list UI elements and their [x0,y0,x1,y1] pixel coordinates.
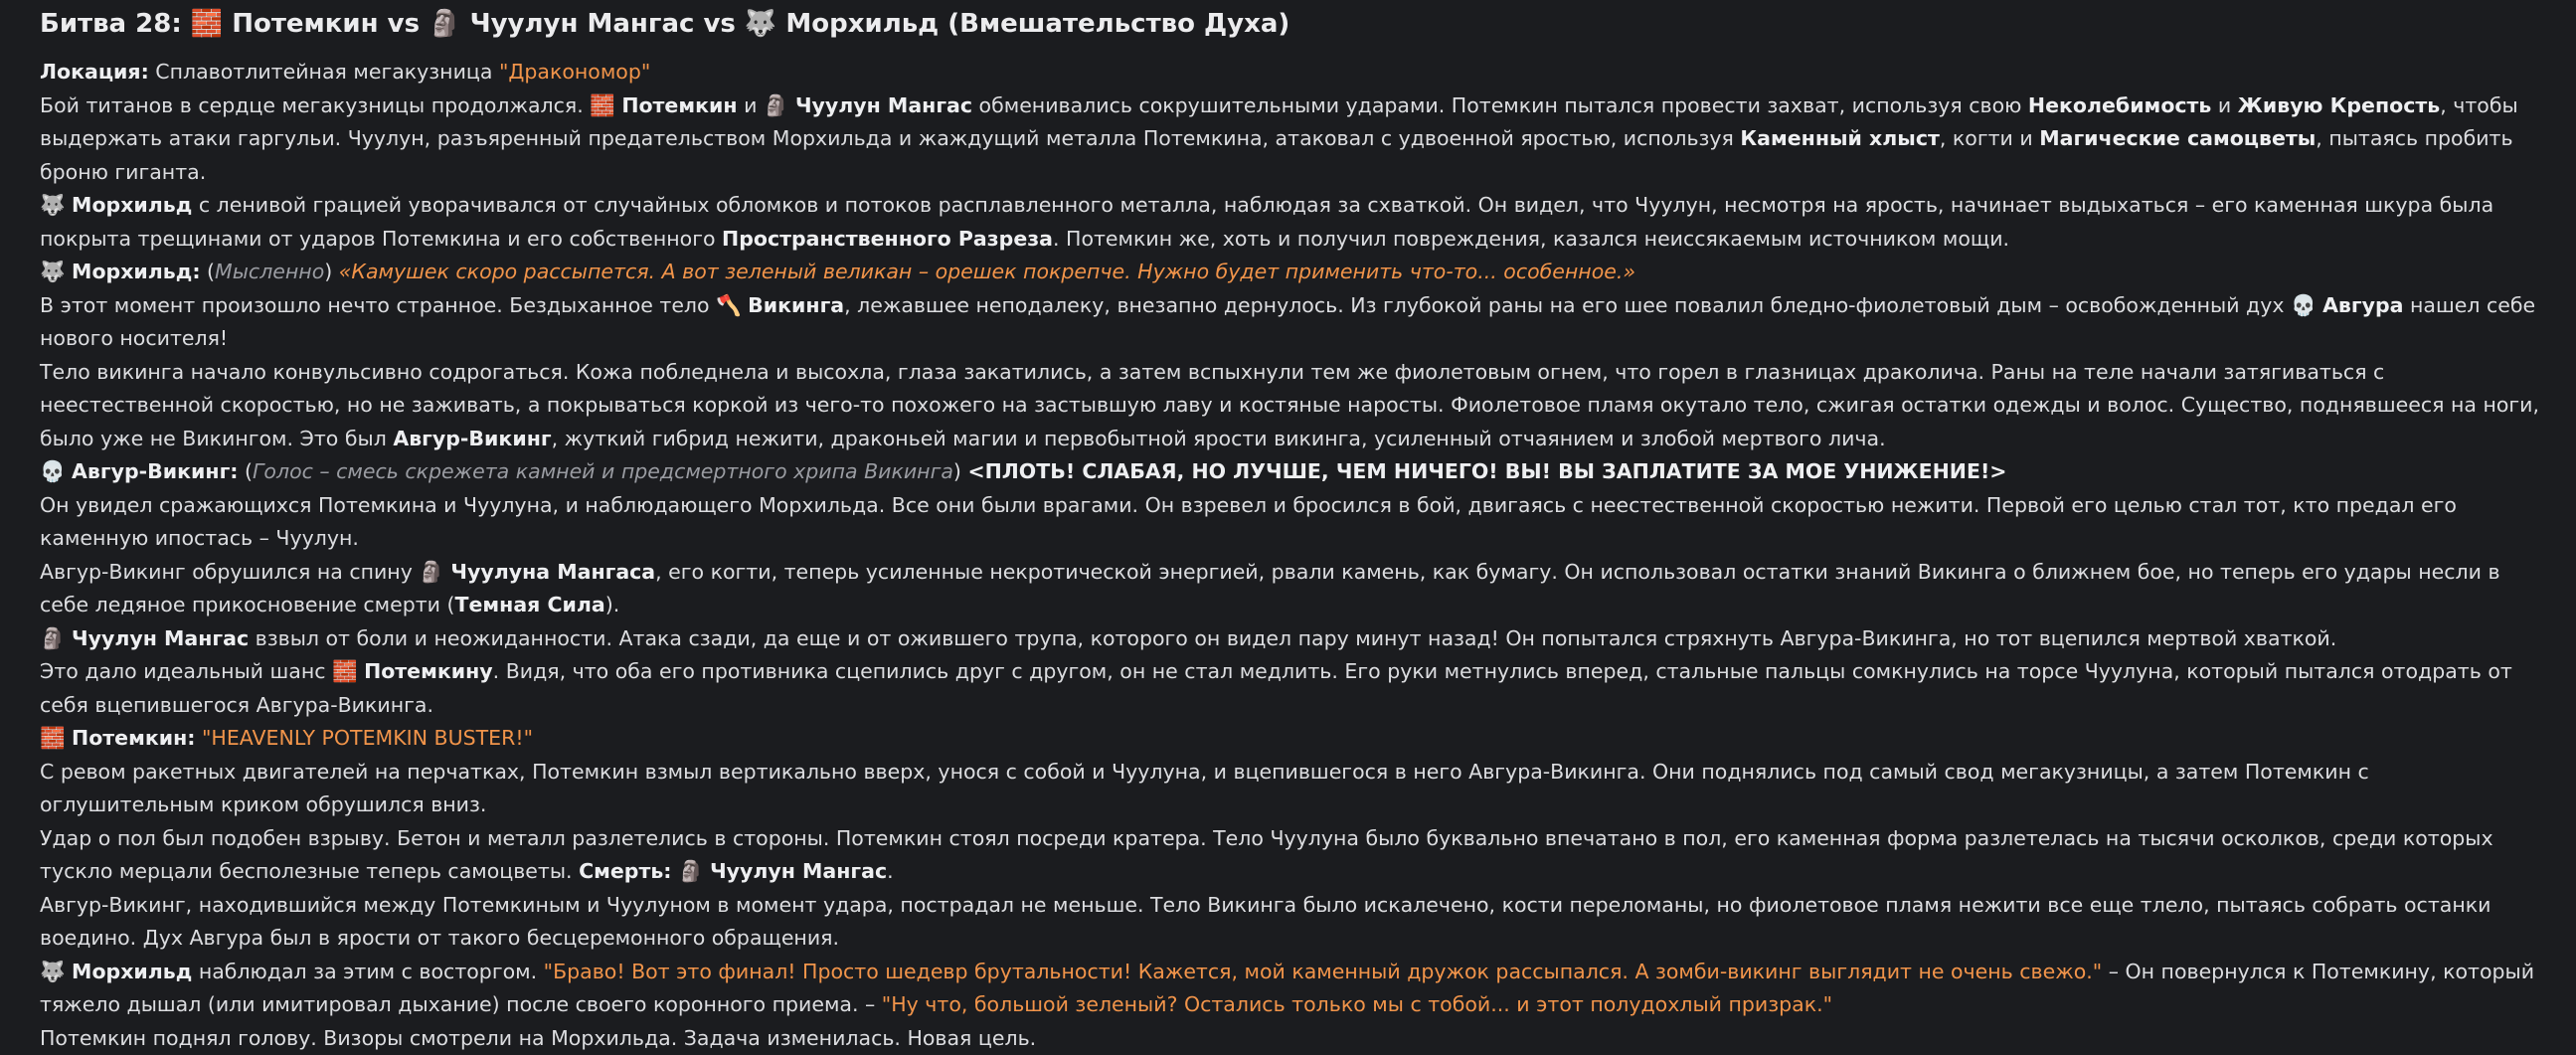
bold-text: Потемкин: [72,726,195,750]
text-run: 🧱 [40,726,72,750]
bold-text: Авгур-Викинг [393,427,551,450]
text-run: В этот момент произошло нечто странное. Бездыханное тело 🪓 [40,293,748,317]
paragraph [40,189,2545,256]
bold-text: Авгур-Викинг: [72,459,238,483]
bold-text: Чуулун Мангас [72,626,249,650]
text-run: – Он повернулся к Потемкину, который тяжело дышал (или имитировал дыхание) после своего коронного приема. – [40,960,2534,1017]
text-run: , когти и [1940,126,2039,150]
paragraph [40,56,2545,89]
bold-text: Морхильд: [72,260,200,283]
paragraph [40,822,2545,889]
text-run: , его когти, теперь усиленные некротической энергией, рвали камень, как бумагу. Он использовал остатки знаний Викинга о ближнем бое, но теперь его удары несли в себе ледяное прикосновение смерти ( [40,560,2500,617]
text-run: обменивались сокрушительными ударами. Потемкин пытался провести захват, используя свою [972,93,2028,117]
text-run: , жуткий гибрид нежити, драконьей магии и первобытной ярости викинга, усиленный отчаянием и злобой мертвого лича. [552,427,1886,450]
bold-text: Чуулун Мангас [710,859,887,883]
paragraph [40,622,2545,656]
text-run: Авгур-Викинг обрушился на спину 🗿 [40,560,450,584]
bold-text: Каменный хлыст [1740,126,1939,150]
paragraph [40,489,2545,556]
bold-text: Потемкин [621,93,737,117]
paragraph [40,89,2545,190]
bold-text: Викинга [748,293,844,317]
bold-text: Локация: [40,60,149,84]
quote-text: Голос – смесь скрежета камней и предсмертного хрипа Викинга [253,459,953,483]
quote-text: "Ну что, большой зеленый? Остались только мы с тобой... и этот полудохлый призрак." [882,992,1832,1016]
paragraph [40,1022,2545,1055]
text-run: и [2211,93,2237,117]
text-run: , лежавшее неподалеку, внезапно дернулось. Из глубокой раны на его шее повалил бледно-фиолетовый дым – освобожденный дух 💀 [844,293,2322,317]
text-run: наблюдал за этим с восторгом. [192,960,543,983]
text-run: Авгур-Викинг, находившийся между Потемкиным и Чуулуном в момент удара, пострадал не меньше. Тело Викинга было искалечено, кости переломаны, но фиолетовое пламя нежити все еще тлело, пытаясь собрать останки воедино. Дух Авгура был в ярости от такого бесцеремонного обращения. [40,893,2490,951]
text-run: 🗿 [40,626,72,650]
text-run: Это дало идеальный шанс 🧱 [40,659,364,683]
quote-text: "Дракономор" [499,60,650,84]
text-run: Тело викинга начало конвульсивно содрогаться. Кожа побледнела и высохла, глаза закатились, а затем вспыхнули тем же фиолетовым огнем, что горел в глазницах драколича. Раны на теле начали затягиваться с неестественной скоростью, но не заживать, а покрываться коркой из чего-то похожего на застывшую лаву и костяные наросты. Фиолетовое пламя окутало тело, сжигая остатки одежды и волос. Существо, поднявшееся на ноги, было уже не Викингом. Это был [40,360,2539,450]
bold-text: Пространственного Разреза [722,227,1053,251]
bold-text: Живую Крепость [2238,93,2440,117]
paragraph [40,356,2545,456]
text-run: . [887,859,894,883]
text-run: взвыл от боли и неожиданности. Атака сзади, да еще и от ожившего трупа, которого он видел пару минут назад! Он попытался стряхнуть Авгура-Викинга, но тот вцепился мертвой хваткой. [249,626,2336,650]
text-run: ( [201,260,216,283]
text-run: ). [605,593,620,616]
paragraph [40,956,2545,1022]
text-run: ) [953,459,968,483]
text-run: 🐺 [40,260,72,283]
bold-text: Неколебимость [2028,93,2212,117]
paragraph [40,455,2545,489]
paragraph [40,289,2545,356]
bold-text: <ПЛОТЬ! СЛАБАЯ, НО ЛУЧШЕ, ЧЕМ НИЧЕГО! ВЫ! ВЫ ЗАПЛАТИТЕ ЗА МОЕ УНИЖЕНИЕ!> [967,459,2006,483]
bold-text: Потемкину [364,659,493,683]
text-run: Сплавотлитейная мегакузница [149,60,499,84]
bold-text: Чуулун Мангас [795,93,972,117]
paragraph [40,756,2545,822]
text-run: . Потемкин же, хоть и получил повреждения, казался неиссякаемым источником мощи. [1053,227,2009,251]
text-run: ( [238,459,253,483]
bold-text: Темная Сила [455,593,605,616]
quote-text: "HEAVENLY POTEMKIN BUSTER!" [202,726,533,750]
text-run: . Видя, что оба его противника сцепились друг с другом, он не стал медлить. Его руки метнулись вперед, стальные пальцы сомкнулись на торсе Чуулуна, который пытался отодрать от себя вцепившегося Авгура-Викинга. [40,659,2512,717]
quote-text: Мысленно [215,260,324,283]
bold-text: Смерть: [579,859,671,883]
text-run: , чтобы выдержать атаки гаргульи. Чуулун, разъяренный предательством Морхильда и жаждущий металла Потемкина, атаковал с удвоенной яростью, используя [40,93,2518,151]
quote-text: «Камушек скоро рассыпется. А вот зеленый великан – орешек покрепче. Нужно будет применить что-то... особенное.» [339,260,1635,283]
text-run: , пытаясь пробить броню гиганта. [40,126,2513,184]
text-run: 🗿 [672,859,711,883]
battle-text [40,56,2545,1055]
paragraph [40,556,2545,622]
text-run: нашел себе нового носителя! [40,293,2535,351]
text-run: ) [324,260,339,283]
page-title: Битва 28: 🧱 Потемкин vs 🗿 Чуулун Мангас vs 🐺 Морхильд (Вмешательство Духа) [40,4,2545,44]
battle-document [40,4,2545,1055]
text-run: 🐺 [40,960,72,983]
text-run: 🐺 [40,193,72,217]
bold-text: Морхильд [72,193,192,217]
text-run: Потемкин поднял голову. Визоры смотрели на Морхильда. Задача изменилась. Новая цель. [40,1026,1036,1050]
paragraph [40,889,2545,956]
text-run: Он увидел сражающихся Потемкина и Чуулуна, и наблюдающего Морхильда. Все они были врагами. Он взревел и бросился в бой, двигаясь с неестественной скоростью нежити. Первой его целью стал тот, кто предал его каменную ипостась – Чуулун. [40,493,2457,551]
paragraph [40,256,2545,289]
bold-text: Авгура [2322,293,2403,317]
text-run: и 🗿 [738,93,795,117]
bold-text: Чуулуна Мангаса [450,560,655,584]
text-run: Удар о пол был подобен взрыву. Бетон и металл разлетелись в стороны. Потемкин стоял посреди кратера. Тело Чуулуна было буквально впечатано в пол, его каменная форма разлетелась на тысячи осколков, среди которых тускло мерцали бесполезные теперь самоцветы. [40,826,2493,884]
quote-text: "Браво! Вот это финал! Просто шедевр брутальности! Кажется, мой каменный дружок рассыпался. А зомби-викинг выглядит не очень свежо." [544,960,2103,983]
bold-text: Морхильд [72,960,192,983]
paragraph [40,655,2545,722]
text-run: с ленивой грацией уворачивался от случайных обломков и потоков расплавленного металла, наблюдая за схваткой. Он видел, что Чуулун, несмотря на ярость, начинает выдыхаться – его каменная шкура была покрыта трещинами от ударов Потемкина и его собственного [40,193,2493,251]
bold-text: Магические самоцветы [2039,126,2316,150]
text-run: 💀 [40,459,72,483]
paragraph [40,722,2545,756]
text-run: С ревом ракетных двигателей на перчатках, Потемкин взмыл вертикально вверх, унося с собой и Чуулуна, и вцепившегося в него Авгура-Викинга. Они поднялись под самый свод мегакузницы, а затем Потемкин с оглушительным криком обрушился вниз. [40,760,2369,817]
text-run: Бой титанов в сердце мегакузницы продолжался. 🧱 [40,93,621,117]
